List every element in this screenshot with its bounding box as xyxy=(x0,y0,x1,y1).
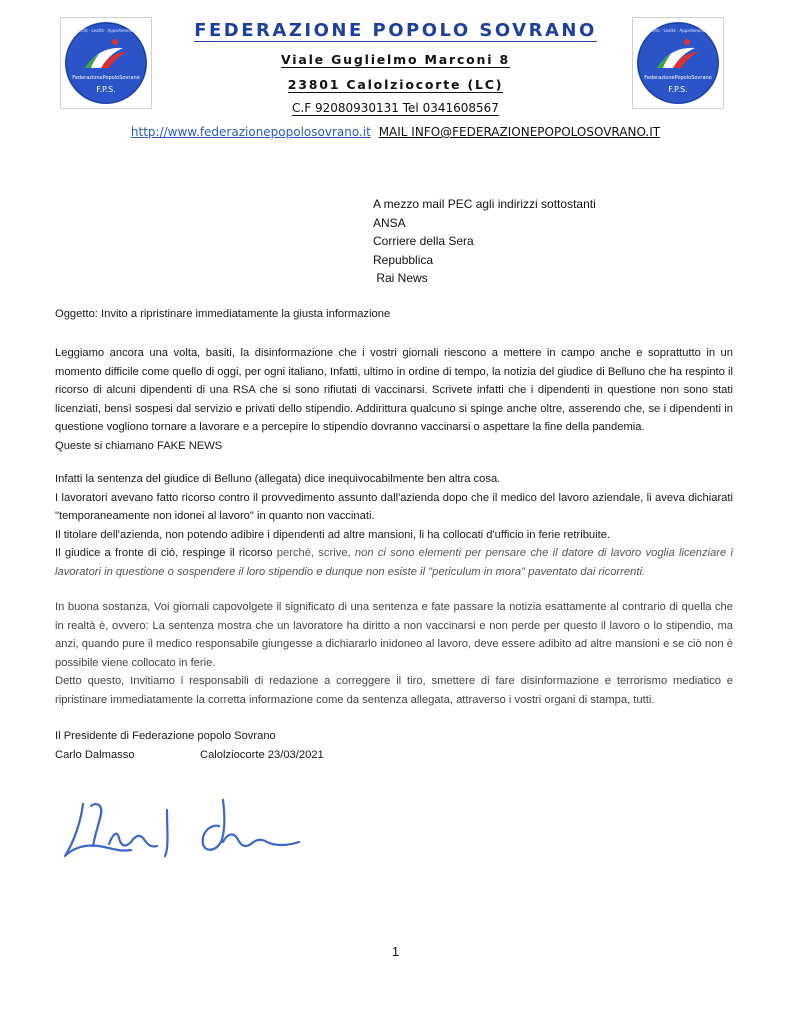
fiscal-phone: C.F 92080930131 Tel 0341608567 xyxy=(292,101,499,115)
address-street: Viale Guglielmo Marconi 8 xyxy=(281,52,510,67)
paragraph-text: Queste si chiamano FAKE NEWS xyxy=(55,439,223,452)
recipient-line: Corriere della Sera xyxy=(373,234,474,249)
closing-block xyxy=(55,727,733,764)
logo-inner-text: FederazionePopoloSovrano xyxy=(644,75,712,81)
court-quote: non ci sono elementi per pensare che il datore di lavoro voglia licenziare i lavoratori in questione o sospendere il loro stipendio e dunque non esiste il "periculum in mora" paventato dai ricorrenti. xyxy=(55,547,733,578)
recipient-line: A mezzo mail PEC agli indirizzi sottostanti xyxy=(373,197,596,211)
contact-links xyxy=(0,125,791,139)
paragraph-3 xyxy=(55,598,733,709)
paragraph-text: Leggiamo ancora una volta, basiti, la disinformazione che i vostri giornali riescono a mettere in campo anche e soprattutto in un momento difficile come quello di oggi, per ogni italiano, Infatti, ultimo in ordine di tempo, la notizia del giudice di Belluno che ha respinto il ricorso di alcuni dipendenti di una RSA che si sono rifiutati di vaccinarsi. Scrivete infatti che i dipendenti in questione non sono stati licenziati, bensì sospesi dal servizio e privati dello stipendio. Addirittura qualcuno si spinge anche oltre, asserendo che, se i dipendenti in questione vogliono tornare a lavorare e a percepire lo stipendio dovranno vaccinarsi o aspettare la fine della pandemia. xyxy=(55,347,733,433)
logo-ring-text: Diritti · Lealtà · Appartenenza xyxy=(76,28,136,33)
paragraph-text: I lavoratori avevano fatto ricorso contro il provvedimento assunto dall'azienda dopo che il medico del lavoro aziendale, li aveva dichiarati "temporaneamente non idonei al lavoro" in quanto non vaccinati. xyxy=(55,491,733,522)
recipient-line: Rai News xyxy=(373,271,428,286)
logo-ring-text: Diritti · Lealtà · Appartenenza xyxy=(648,28,708,33)
subject-line: Oggetto: Invito a ripristinare immediatamente la giusta informazione xyxy=(55,308,391,320)
website-link[interactable]: http://www.federazionepopolosovrano.it xyxy=(130,125,371,139)
paragraph-text: Il titolare dell'azienda, non potendo adibire i dipendenti ad altre mansioni, li ha collocati d'ufficio in ferie retribuite. xyxy=(55,528,611,541)
paragraph-text: Detto questo, Invitiamo i responsabili di redazione a correggere il tiro, smettere di fare disinformazione e terrorismo mediatico e ripristinare immediatamente la corretta informazione come da sentenza allegata, attraverso i vostri organi di stampa, tutti. xyxy=(55,675,733,706)
logo-initials: F.P.S. xyxy=(668,85,688,94)
place-date: Calolziocorte 23/03/2021 xyxy=(200,748,324,761)
paragraph-text: Il giudice a fronte di ciò, respinge il ricorso perché, scrive, non ci sono elementi per pensare che il datore di lavoro voglia licenziare i lavoratori in questione o sospendere il loro stipendio e dunque non esiste il "periculum in mora" paventato dai ricorrenti. xyxy=(55,547,733,578)
recipient-line: Repubblica xyxy=(373,252,434,267)
page-number: 1 xyxy=(391,944,400,959)
org-name: FEDERAZIONE POPOLO SOVRANO xyxy=(194,20,597,41)
signer-name: Carlo Dalmasso xyxy=(55,748,135,761)
handwritten-signature xyxy=(55,790,315,874)
signature-icon xyxy=(55,790,315,870)
paragraph-text: Infatti la sentenza del giudice di Belluno (allegata) dice inequivocabilmente ben altra cosa. xyxy=(55,473,501,485)
logo-inner-text: FederazionePopoloSovrano xyxy=(72,75,140,81)
paragraph-1 xyxy=(55,344,733,455)
recipients-block xyxy=(373,195,596,288)
closing-title: Il Presidente di Federazione popolo Sovrano xyxy=(55,730,276,742)
paragraph-text: In buona sostanza, Voi giornali capovolgete il significato di una sentenza e fate passare la notizia esattamente al contrario di quella che in realtà è, ovvero: La sentenza mostra che un lavoratore ha diritto a non vaccinarsi e non perde per questo il lavoro o lo stipendio, ma anzi, quando pure il medico responsabile giungesse a dichiararlo inidoneo al lavoro, deve essere adibito ad altre mansioni e se ciò non è possibile viene collocato in ferie. xyxy=(55,601,733,669)
email-link[interactable]: MAIL INFO@FEDERAZIONEPOPOLOSOVRANO.IT xyxy=(378,125,661,139)
logo-initials: F.P.S. xyxy=(96,85,116,94)
address-city: 23801 Calolziocorte (LC) xyxy=(287,77,504,92)
recipient-line: ANSA xyxy=(373,215,406,230)
paragraph-2 xyxy=(55,470,733,581)
